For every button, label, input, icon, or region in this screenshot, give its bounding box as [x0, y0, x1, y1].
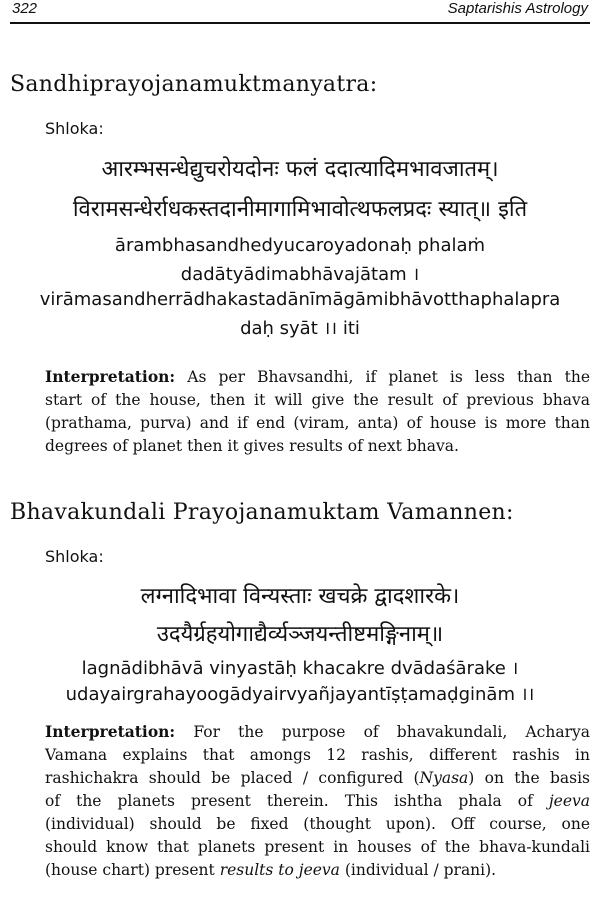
interpretation-label-1: Interpretation: — [45, 367, 176, 386]
shloka-1-translit-line-3: virāmasandherrādhakastadānīmāgāmibhāvotthaphalapra — [39, 289, 561, 310]
interp-2-line-4: of the planets present therein. This ishtha phala of jeeva — [45, 792, 590, 810]
page-header — [10, 0, 590, 24]
interp-2-line-6: should know that planets present in houses of the bhava-kundali — [45, 838, 590, 856]
interpretation-label-2: Interpretation: — [45, 722, 176, 741]
interp-1-line-4: degrees of planet then it gives results of next bhava. — [45, 437, 459, 455]
interpretation-paragraph-2 — [45, 720, 590, 882]
interp-2-line-7: (house chart) present results to jeeva (individual / prani). — [45, 861, 497, 879]
interp-2-line-1: Interpretation: For the purpose of bhavakundali, Acharya — [45, 722, 590, 741]
interp-1-line-2: start of the house, then it will give the result of previous bhava — [45, 391, 590, 409]
section-title-sandhi: Sandhiprayojanamuktmanyatra: — [10, 72, 378, 97]
shloka-2-translit-line-1: lagnādibhāvā vinyastāḥ khacakre dvādaśārake । — [81, 658, 519, 679]
interp-1-line-3: (prathama, purva) and if end (viram, anta) of house is more than — [45, 414, 590, 432]
running-title: Saptarishis Astrology — [447, 0, 588, 17]
shloka-1-devanagari-line-1: आरम्भसन्धेद्युचरोयदोनः फलं ददात्यादिमभावजातम्। — [101, 157, 499, 182]
interp-2-line-2: Vamana explains that amongs 12 rashis, different rashis in — [45, 746, 590, 764]
shloka-2-devanagari-line-2: उदयैर्ग्रहयोगाद्यैर्व्यञ्जयन्तीष्टमङ्गिनाम्॥ — [156, 622, 444, 647]
interp-2-line-3: rashichakra should be placed / configured (Nyasa) on the basis — [45, 769, 590, 787]
section-title-bhavakundali: Bhavakundali Prayojanamuktam Vamannen: — [10, 500, 514, 525]
shloka-1-translit-line-4: daḥ syāt ।। iti — [240, 318, 360, 339]
shloka-2-translit-line-2: udayairgrahayoogādyairvyañjayantīṣṭamaḍginām ।। — [65, 684, 535, 705]
shloka-1-translit-line-2: dadātyādimabhāvajātam । — [180, 264, 420, 285]
interpretation-paragraph-1 — [45, 365, 590, 458]
interp-2-line-5: (individual) should be fixed (thought upon). Off course, one — [45, 815, 590, 833]
shloka-2-devanagari-line-1: लग्नादिभावा विन्यस्ताः खचक्रे द्वादशारके। — [140, 584, 460, 609]
shloka-1-translit-line-1: ārambhasandhedyucaroyadonaḥ phalaṁ — [114, 235, 486, 256]
shloka-label-2: Shloka: — [45, 547, 104, 566]
shloka-1-devanagari-line-2: विरामसन्धेर्राधकस्तदानीमागामिभावोत्थफलप्रदः स्यात्॥ इति — [72, 197, 528, 222]
shloka-label-1: Shloka: — [45, 119, 104, 138]
interp-1-line-1: Interpretation: As per Bhavsandhi, if planet is less than the — [45, 367, 590, 386]
page-number: 322 — [12, 0, 38, 17]
